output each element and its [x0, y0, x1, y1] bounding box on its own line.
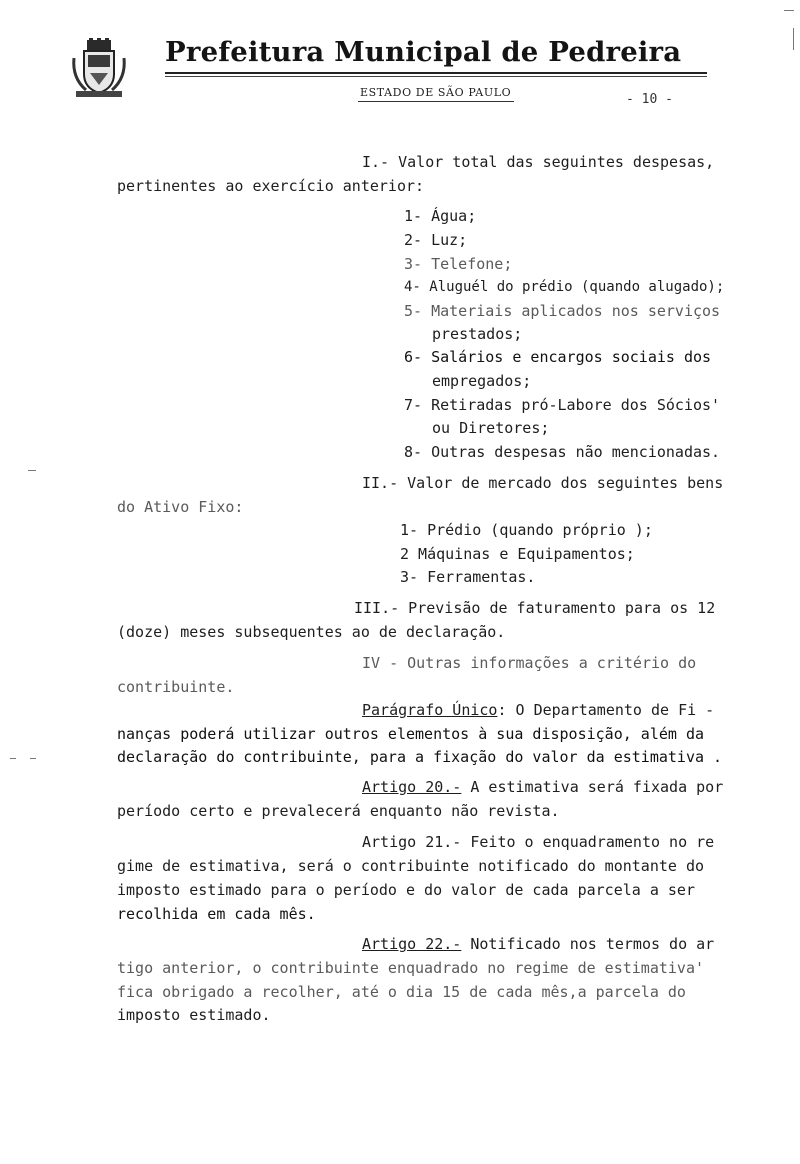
list-item: 3- Ferramentas. [400, 568, 536, 586]
text-line: I.- Valor total das seguintes despesas, [362, 153, 715, 171]
title-divider-thin [165, 76, 707, 77]
text-line: II.- Valor de mercado dos seguintes bens [362, 474, 724, 492]
list-item: empregados; [432, 372, 532, 390]
text-line: nanças poderá utilizar outros elementos à sua disposição, além da [117, 725, 704, 743]
state-underline [358, 101, 514, 102]
article-heading: Artigo 20.- [362, 778, 462, 796]
list-item: 5- Materiais aplicados nos serviços [404, 302, 721, 320]
text-line: IV - Outras informações a critério do [362, 654, 697, 672]
text-line [362, 935, 714, 953]
list-item: 2- Luz; [404, 231, 468, 249]
page-number: - 10 - [626, 92, 673, 107]
text-line: fica obrigado a recolher, até o dia 15 de cada mês,a parcela do [117, 983, 686, 1001]
list-item: 1- Água; [404, 207, 477, 225]
text-run: A estimativa será fixada por [461, 778, 724, 796]
list-item: ou Diretores; [432, 419, 550, 437]
title-divider [165, 72, 707, 74]
text-line: III.- Previsão de faturamento para os 12 [354, 599, 716, 617]
text-line: tigo anterior, o contribuinte enquadrado no regime de estimativa' [117, 959, 704, 977]
text-line: pertinentes ao exercício anterior: [117, 177, 425, 195]
text-line: (doze) meses subsequentes ao de declaração. [117, 623, 506, 641]
paragraph-heading: Parágrafo Único [362, 701, 498, 719]
list-item: 7- Retiradas pró-Labore dos Sócios' [404, 396, 721, 414]
scan-mark [28, 470, 36, 471]
scan-mark [10, 758, 16, 759]
article-heading: Artigo 22.- [362, 935, 462, 953]
page-title: Prefeitura Municipal de Pedreira [165, 36, 682, 68]
list-item: 6- Salários e encargos sociais dos [404, 348, 712, 366]
scan-mark [793, 28, 794, 50]
text-line: gime de estimativa, será o contribuinte notificado do montante do [117, 857, 704, 875]
text-line: contribuinte. [117, 678, 235, 696]
text-line [362, 701, 714, 719]
list-item: prestados; [432, 325, 523, 343]
scan-mark [784, 10, 794, 11]
scan-mark [30, 758, 36, 759]
text-line: declaração do contribuinte, para a fixação do valor da estimativa . [117, 748, 723, 766]
text-line: do Ativo Fixo: [117, 498, 244, 516]
text-line [362, 778, 723, 796]
text-line: Artigo 21.- Feito o enquadramento no re [362, 833, 715, 851]
list-item: 1- Prédio (quando próprio ); [400, 521, 653, 539]
text-line: período certo e prevalecerá enquanto não revista. [117, 802, 560, 820]
text-line: imposto estimado. [117, 1006, 271, 1024]
text-line: recolhida em cada mês. [117, 905, 316, 923]
state-subtitle: ESTADO DE SÃO PAULO [360, 86, 512, 99]
text-run: : O Departamento de Fi - [497, 701, 715, 719]
list-item: 3- Telefone; [404, 255, 513, 273]
list-item: 2 Máquinas e Equipamentos; [400, 545, 635, 563]
list-item: 4- Aluguél do prédio (quando alugado); [404, 279, 725, 295]
list-item: 8- Outras despesas não mencionadas. [404, 443, 721, 461]
text-line: imposto estimado para o período e do valor de cada parcela a ser [117, 881, 695, 899]
municipal-coat-of-arms-icon [70, 38, 128, 98]
text-run: Notificado nos termos do ar [461, 935, 715, 953]
